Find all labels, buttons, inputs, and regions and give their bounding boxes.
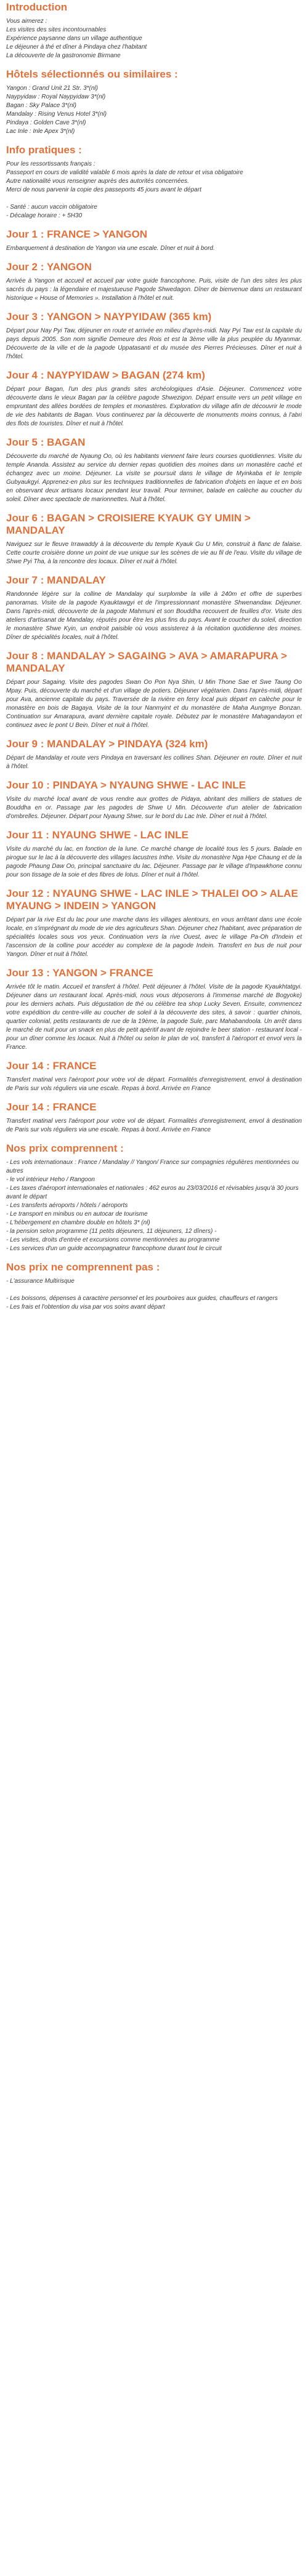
info-title: Info pratiques : <box>6 144 82 156</box>
excluded-line: - Les frais et l'obtention du visa par vos soins avant départ <box>6 1304 165 1310</box>
day-title: Jour 11 : NYAUNG SHWE - LAC INLE <box>6 829 188 841</box>
excluded-line: - Les boissons, dépenses à caractère personnel et les pourboires aux guides, chauffeurs et rangers <box>6 1295 278 1302</box>
hotel-line: Lac Inle : Inle Apex 3*(nl) <box>6 128 75 135</box>
included-line: - Les services d'un un guide accompagnateur francophone durant tout le circuit <box>6 1245 222 1252</box>
day-text: Découverte du marché de Nyaung Oo, où les habitants viennent faire leurs courses quotidiennes. Visite du temple Ananda. Assistez au service du dernier repas quotidien des moines dans un monastère caché et échangez avec un moine. Déjeuner. La visite se poursuit dans le village de Myinkaba et le temple Gubyaukgyi. Apprenez-en plus sur les techniques traditionnelles de fabrication d'objets en laque et en bois en observant deux artisans locaux pendant leur travail. Pour terminer, balade en calèche au coucher du soleil. Dîner avec spectacle de marionnettes. Nuit à l'hôtel. <box>6 453 302 503</box>
excluded-title: Nos prix ne comprennent pas : <box>6 1261 160 1273</box>
included-line: - L'hébergement en chambre double en hôtels 3* (nl) <box>6 1219 150 1226</box>
day-text: Arrivée tôt le matin. Accueil et transfert à l'hôtel. Petit déjeuner à l'hôtel. Visite de la pagode Kyaukhtatgyi. Déjeuner dans un restaurant local. Après-midi, nous vous déposerons à l'immense marché de Bogyoke) pour les derniers achats. Puis dégustation de thé ou célèbre tea shop Lucky Seven. Ensuite, commencez votre expédition du centre-ville au coucher de soleil à la découverte des sites, à savoir : quartier chinois, quartier colonial, petits restaurants de rue de la 19ème, la pagode Sule, parc Mahabandoola. Un arrêt dans le marché de nuit pour un snack en plus de petit apéritif avant de rejoindre le beer station - restaurant local - pour un dîner comme les locaux. Nuit à l'hôtel ou selon le plan de vol, transfert à l'aéroport et envol vers la France. <box>6 984 302 1051</box>
day-title: Jour 12 : NYAUNG SHWE - LAC INLE > THALEI OO > ALAE MYAUNG > INDEIN > YANGON <box>6 888 298 912</box>
day-title: Jour 3 : YANGON > NAYPYIDAW (365 km) <box>6 311 212 323</box>
info-line: - Décalage horaire : + 5H30 <box>6 212 83 219</box>
intro-line: Le déjeuner à thé et dîner à Pindaya chez l'habitant <box>6 44 147 50</box>
intro-line: Vous aimerez : <box>6 18 47 25</box>
day-text: Transfert matinal vers l'aéroport pour votre vol de départ. Formalités d'enregistrement, envol à destination de Paris sur vols réguliers via une escale. Repas à bord. Arrivée en France <box>6 1077 302 1092</box>
day-text: Randonnée légère sur la colline de Mandalay qui surplombe la ville à 240m et offre de superbes panoramas. Visite de la pagode Kyauktawgyi et de l'impressionnant monastère Shwenandaw. Déjeuner. Dans l'après-midi, découverte de la pagode Mahmuni et son Bouddha recouvert de feuilles d'or. Visite des ateliers d'artisanat de Mandalay, réputés pour être les plus fins du pays. Avant le coucher du soleil, direction le monastère Shwe Kyin, un endroit paisible où vous assisterez à la récitation quotidienne des moines. Dîner de spécialités locales, nuit à l'hôtel. <box>6 591 302 641</box>
hotels-title: Hôtels sélectionnés ou similaires : <box>6 68 178 80</box>
included-line: - Les taxes d'aéroport internationales et nationales : 462 euros au 23/03/2016 et révisables jusqu'à 30 jours avant le départ <box>6 1185 299 1200</box>
day-text: Transfert matinal vers l'aéroport pour votre vol de départ. Formalités d'enregistrement, envol à destination de Paris sur vols réguliers via une escale. Repas à bord. Arrivée en France <box>6 1118 302 1133</box>
day-title: Jour 1 : FRANCE > YANGON <box>6 228 148 240</box>
excluded-section <box>6 1261 302 1312</box>
hotel-line: Pindaya : Golden Cave 3*(nl) <box>6 119 86 126</box>
day-title: Jour 2 : YANGON <box>6 261 92 273</box>
hotel-line: Yangon : Grand Unit 21 Str. 3*(nl) <box>6 85 98 92</box>
included-line: - Les vols internationaux : France / Mandalay // Yangon/ France sur compagnies régulières mentionnées ou autres <box>6 1159 299 1174</box>
day-section <box>6 738 302 771</box>
day-title: Jour 6 : BAGAN > CROISIERE KYAUK GY UMIN > MANDALAY <box>6 512 251 536</box>
included-section <box>6 1142 302 1253</box>
day-text: Départ pour Bagan, l'un des plus grands sites archéologiques d'Asie. Déjeuner. Commencez votre découverte dans le vieux Bagan par la célèbre pagode Shwezigon. Départ ensuite vers un petit village en empruntant des allées bordées de temples et monastères. Exploration du village afin de découvrir le mode de vie des habitants de Bagan. Vous continuerez par la découverte de monuments moins connus, à l'abri des flots de touristes. Dîner et nuit à l'hôtel. <box>6 386 302 427</box>
info-spacer <box>6 195 302 203</box>
day-text: Embarquement à destination de Yangon via une escale. Dîner et nuit à bord. <box>6 245 215 252</box>
day-title: Jour 10 : PINDAYA > NYAUNG SHWE - LAC INLE <box>6 779 246 791</box>
day-section <box>6 967 302 1052</box>
day-section <box>6 228 302 253</box>
day-title: Jour 8 : MANDALAY > SAGAING > AVA > AMARAPURA > MANDALAY <box>6 650 287 674</box>
hotels-section <box>6 68 302 136</box>
day-text: Départ de Mandalay et route vers Pindaya en traversant les collines Shan. Déjeuner en route. Dîner et nuit à l'hôtel. <box>6 755 302 770</box>
included-line: - Les visites, droits d'entrée et excursions comme mentionnées au programme <box>6 1237 220 1243</box>
day-title: Jour 9 : MANDALAY > PINDAYA (324 km) <box>6 738 208 750</box>
included-line: - Les transferts aéroports / hôtels / aéroports <box>6 1202 128 1209</box>
intro-line: Les visites des sites incontournables <box>6 26 107 33</box>
day-section <box>6 311 302 361</box>
day-section <box>6 512 302 566</box>
day-section <box>6 261 302 303</box>
info-line: Merci de nous parvenir la copie des passeports 45 jours avant le départ <box>6 187 201 193</box>
hotel-line: Bagan : Sky Palace 3*(nl) <box>6 102 76 109</box>
day-title: Jour 4 : NAYPYIDAW > BAGAN (274 km) <box>6 369 205 381</box>
day-text: Départ pour Sagaing. Visite des pagodes Swan Oo Pon Nya Shin, U Min Thone Sae et Swe Taung Oo Mpay. Puis, découverte du marché et d'un village de potiers. Déjeuner végétarien. Dans l'après-midi, départ pour Ava, ancienne capitale du pays. Traversée de la rivière en ferry local puis départ en calèche pour le monastère en bois de Bagaya. Visite de la tour Nanmyint et du monastère de Maha Aungmye Bonzan. Continuation sur Amarapura, avant dernière capitale royale. Débutez par le monastère Mahagandayon et continuez avec le pont U Bein. Dîner et nuit à l'hôtel. <box>6 679 302 729</box>
included-line: - la pension selon programme (11 petits déjeuners, 11 déjeuners, 12 dîners) - <box>6 1228 217 1235</box>
day-section <box>6 1101 302 1134</box>
day-title: Jour 14 : FRANCE <box>6 1101 97 1113</box>
day-text: Naviguez sur le fleuve Irrawaddy à la découverte du temple Kyauk Gu U Min, construit à flanc de falaise. Cette courte croisière donne un point de vue unique sur les scènes de vie au fil de l'eau. Visite du village de Shwe Pyi Tha, à la rencontre des locaux. Dîner et nuit à l'hôtel. <box>6 541 302 565</box>
excluded-spacer <box>6 1286 302 1294</box>
day-title: Jour 13 : YANGON > FRANCE <box>6 967 153 979</box>
info-line: Autre nationalité vous renseigner auprès des autorités concernées. <box>6 178 189 185</box>
day-text: Arrivée à Yangon et accueil et accueil par votre guide francophone. Puis, visite de l'un des sites les plus sacrés du pays : la légendaire et majestueuse Pagode Shwedagon. Dîner de bienvenue dans un restaurant historique « House of Memories ». Installation à l'hôtel et nuit. <box>6 278 302 302</box>
day-section <box>6 1060 302 1093</box>
day-section <box>6 574 302 642</box>
hotel-line: Naypyidaw : Royal Naypyidaw 3*(nl) <box>6 94 106 100</box>
day-title: Jour 7 : MANDALAY <box>6 574 106 586</box>
day-text: Départ par la rive Est du lac pour une marche dans les villages alentours, en vous arrêtant dans une école locale, en s'imprégnant du mode de vie des agriculteurs Shan. Déjeuner chez l'habitant, avec préparation de spécialités locales sous vos yeux. Continuation vers la rive Ouest, avec le village Pa-Oh d'Indein et l'ascension de la colline pour accéder au complexe de la pagode Indein. Transfert en bus de nuit pour Yangon. Dîner et nuit à l'hôtel. <box>6 917 302 958</box>
included-line: - le vol intérieur Heho / Rangoon <box>6 1176 95 1183</box>
intro-line: Expérience paysanne dans un village authentique <box>6 35 142 42</box>
intro-section <box>6 1 302 60</box>
day-title: Jour 5 : BAGAN <box>6 436 86 448</box>
day-section <box>6 829 302 880</box>
info-line: Passeport en cours de validité valable 6 mois après la date de retour et visa obligatoire <box>6 169 243 176</box>
included-title: Nos prix comprennent : <box>6 1142 124 1154</box>
day-text: Départ pour Nay Pyi Taw, déjeuner en route et arrivée en milieu d'après-midi. Nay Pyi Taw est la capitale du pays depuis 2005. Son nom signifie Demeure des Rois et est la 3ème ville la plus peuplée du Myanmar. Découverte de la ville et de la pagode Uppatasanti et du musée des Pierres Précieuses. Dîner et nuit à l'hôtel. <box>6 327 302 360</box>
included-line: - Le transport en minibus ou en autocar de tourisme <box>6 1211 148 1218</box>
day-title: Jour 14 : FRANCE <box>6 1060 97 1072</box>
info-line: Pour les ressortissants français : <box>6 161 95 167</box>
info-line: - Santé : aucun vaccin obligatoire <box>6 204 97 211</box>
day-section <box>6 888 302 959</box>
excluded-line: - L'assurance Multirisque <box>6 1278 75 1285</box>
day-text: Visite du marché local avant de vous rendre aux grottes de Pidaya, abritant des milliers de statues de Bouddha en or. Passage par les pagodes de Shwe U Min. Découverte d'un atelier de fabrication d'ombrelles. Déjeuner. Départ pour Nyaung Shwe, sur le bord du Lac Inle. Dîner et nuit à l'hôtel. <box>6 796 302 820</box>
day-text: Visite du marché du lac, en fonction de la lune. Ce marché change de localité tous les 5 jours. Balade en pirogue sur le lac à la découverte des villages lacustres Inthe. Visite du monastère Nga Hpe Chaung et de la pagode Phaung Daw Oo, principal sanctuaire du lac. Déjeuner. Passage par le village d'Inpawkhone connu pour son tissage de la soie et des fibres de lotus. Dîner et nuit à l'hôtel. <box>6 846 302 878</box>
day-section <box>6 650 302 730</box>
info-section <box>6 144 302 220</box>
hotel-line: Mandalay : Rising Venus Hotel 3*(nl) <box>6 111 107 118</box>
day-section <box>6 779 302 821</box>
day-section <box>6 436 302 504</box>
intro-title: Introduction <box>6 1 68 13</box>
intro-line: La découverte de la gastronomie Birmane <box>6 52 121 59</box>
day-section <box>6 369 302 428</box>
